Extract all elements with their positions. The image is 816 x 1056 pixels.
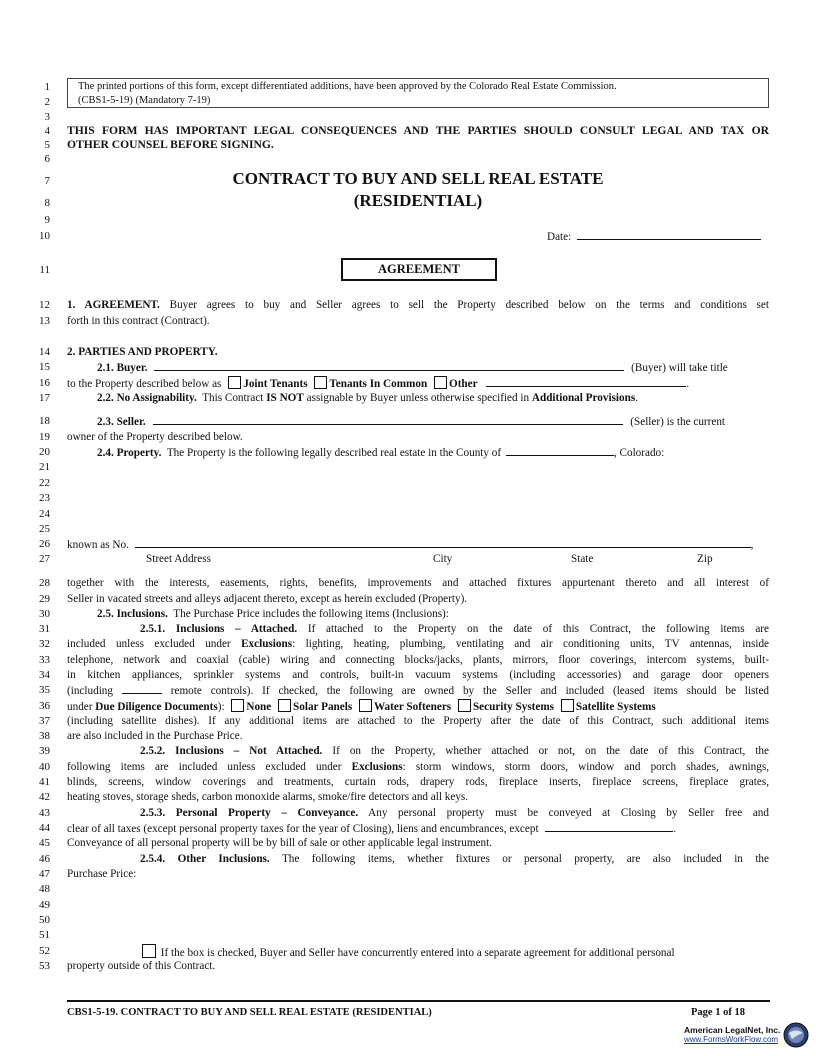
- line-number: 28: [39, 577, 50, 589]
- footer-form-title: CBS1-5-19. CONTRACT TO BUY AND SELL REAL ESTATE (RESIDENTIAL): [67, 1007, 432, 1018]
- s254-text1: The following items, whether fixtures or personal property, are also included in the: [281, 853, 769, 865]
- inclusions-row: [97, 607, 449, 621]
- footer-rule: [67, 1000, 770, 1002]
- solar-panels-checkbox[interactable]: [278, 699, 291, 712]
- approval-notice: The printed portions of this form, except differentiated additions, have been approved by the Colorado Real Estate Commission.: [78, 81, 617, 92]
- line-number: 29: [39, 593, 50, 605]
- seller-label: 2.3. Seller.: [97, 416, 146, 428]
- property-row: [97, 445, 664, 460]
- line-number: 5: [44, 139, 50, 151]
- line-number: 20: [39, 446, 50, 458]
- line-number: 16: [39, 377, 50, 389]
- s252-text2a: following items are included unless excluded under: [67, 761, 342, 773]
- s251-text6a: under: [67, 701, 93, 713]
- line-number: 21: [39, 461, 50, 473]
- address-blank[interactable]: [135, 537, 751, 548]
- line-number: 3: [44, 111, 50, 123]
- known-as-label: known as No.: [67, 539, 129, 551]
- line-number: 50: [39, 914, 50, 926]
- except-blank[interactable]: [545, 821, 673, 832]
- form-code: (CBS1-5-19) (Mandatory 7-19): [78, 95, 211, 106]
- s252-line3: blinds, screens, window coverings and treatments, curtain rods, drapery rods, fireplace inserts, fireplace screens, fireplace grates,: [67, 776, 769, 788]
- s1-heading: 1. AGREEMENT.: [67, 299, 160, 311]
- s2-heading: 2. PARTIES AND PROPERTY.: [67, 346, 218, 358]
- logo-url: www.FormsWorkFlow.com: [684, 1035, 779, 1044]
- line-number: 45: [39, 837, 50, 849]
- line-number: 12: [39, 299, 50, 311]
- line-number: 18: [39, 415, 50, 427]
- line-number: 26: [39, 538, 50, 550]
- concurrent-row: [138, 944, 675, 960]
- line-number: 7: [44, 175, 50, 187]
- s254-label: 2.5.4. Other Inclusions.: [140, 853, 270, 865]
- concurrent-agreement-checkbox[interactable]: [142, 944, 156, 958]
- page-title: CONTRACT TO BUY AND SELL REAL ESTATE: [232, 169, 604, 188]
- line-number: 40: [39, 761, 50, 773]
- other-checkbox[interactable]: [434, 376, 447, 389]
- line-number: 31: [39, 623, 50, 635]
- s252-exclusions: Exclusions: [351, 761, 403, 773]
- s252-line4: heating stoves, storage sheds, carbon monoxide alarms, smoke/fire detectors and all keys.: [67, 791, 469, 803]
- line-number: 13: [39, 315, 50, 327]
- line-number: 17: [39, 392, 50, 404]
- seller-name-blank[interactable]: [153, 414, 623, 425]
- s251-line2: [67, 637, 769, 651]
- property-label: 2.4. Property.: [97, 447, 162, 459]
- due-diligence-label: Due Diligence Documents: [95, 701, 218, 713]
- s254-line1: [140, 852, 769, 866]
- line-number: 25: [39, 523, 50, 535]
- s251-text2a: included unless excluded under: [67, 638, 231, 650]
- line-number: 49: [39, 899, 50, 911]
- joint-tenants-checkbox[interactable]: [228, 376, 241, 389]
- line-number: 33: [39, 654, 50, 666]
- s251-text1: If attached to the Property on the date of this Contract, the following items are: [307, 623, 769, 635]
- s251-text5b: remote controls). If checked, the following are owned by the Seller and included (leased items should be listed: [170, 685, 770, 697]
- satellite-systems-label: Satellite Systems: [575, 701, 656, 713]
- date-blank[interactable]: [577, 229, 761, 240]
- line-number: 47: [39, 868, 50, 880]
- s253-text1: Any personal property must be conveyed at Closing by Seller free and: [368, 807, 769, 819]
- line-number: 9: [44, 214, 50, 226]
- buyer-name-blank[interactable]: [154, 360, 624, 371]
- s251-line5: [67, 683, 769, 698]
- s253-text2: clear of all taxes (except personal property taxes for the year of Closing), liens and encumbrances, except: [67, 823, 539, 835]
- addr-city-label: City: [433, 553, 453, 565]
- s251-label: 2.5.1. Inclusions – Attached.: [140, 623, 298, 635]
- s251-line3: telephone, network and coaxial (cable) wiring and connecting blocks/jacks, plants, mirrors, floor coverings, intercom systems, built-: [67, 654, 769, 666]
- concurrent-text1: If the box is checked, Buyer and Seller have concurrently entered into a separate agreement for additional personal: [160, 947, 675, 959]
- line-number: 34: [39, 669, 50, 681]
- line-number: 46: [39, 853, 50, 865]
- seller-line2: owner of the Property described below.: [67, 431, 243, 443]
- s1-text: Buyer agrees to buy and Seller agrees to sell the Property described below on the terms and conditions set: [169, 299, 769, 311]
- buyer-row: [97, 360, 728, 375]
- remote-count-blank[interactable]: [122, 683, 162, 694]
- line-number: 8: [44, 197, 50, 209]
- county-blank[interactable]: [506, 445, 614, 456]
- legal-warning: THIS FORM HAS IMPORTANT LEGAL CONSEQUENCES AND THE PARTIES SHOULD CONSULT LEGAL AND TAX OR: [67, 124, 769, 137]
- line-number: 53: [39, 960, 50, 972]
- s251-line7: (including satellite dishes). If any additional items are attached to the Property after the date of this Contract, such additional items: [67, 715, 769, 727]
- water-softeners-label: Water Softeners: [373, 701, 452, 713]
- addr-zip-label: Zip: [697, 553, 713, 565]
- line-number: 32: [39, 638, 50, 650]
- joint-tenants-label: Joint Tenants: [243, 378, 308, 390]
- line-number: 30: [39, 608, 50, 620]
- title-row: to the Property described below as Joint Tenants Tenants In Common Other .: [67, 378, 690, 390]
- line-number: 10: [39, 230, 50, 242]
- line-number: 22: [39, 477, 50, 489]
- s251-line8: are also included in the Purchase Price.: [67, 730, 243, 742]
- line-number: 36: [39, 700, 50, 712]
- line-number: 27: [39, 553, 50, 565]
- american-legalnet-logo: [684, 1022, 810, 1050]
- s251-exclusions: Exclusions: [241, 638, 293, 650]
- other-label: Other: [449, 378, 478, 390]
- line-number: 42: [39, 791, 50, 803]
- logo-company: American LegalNet, Inc.: [684, 1025, 781, 1035]
- seller-tail: (Seller) is the current: [630, 416, 726, 428]
- addr-street-label: Street Address: [146, 553, 211, 565]
- s254-line2: Purchase Price:: [67, 868, 137, 880]
- s251-text5a: (including: [67, 685, 113, 697]
- tenants-in-common-label: Tenants In Common: [329, 378, 428, 390]
- s253-label: 2.5.3. Personal Property – Conveyance.: [140, 807, 359, 819]
- approval-notice-box: [67, 78, 769, 108]
- other-blank[interactable]: [486, 376, 686, 387]
- s252-line1: [140, 744, 769, 758]
- s253-line1: [140, 806, 769, 820]
- line-number: 38: [39, 730, 50, 742]
- s253-line3: Conveyance of all personal property will be by bill of sale or other applicable legal instrument.: [67, 837, 492, 849]
- known-as-row: known as No. ,: [67, 539, 754, 551]
- together-line2: Seller in vacated streets and alleys adjacent thereto, except as herein excluded (Property).: [67, 593, 468, 605]
- agreement-heading-box: AGREEMENT: [341, 258, 497, 281]
- inclusions-label: 2.5. Inclusions.: [97, 608, 168, 620]
- assign-label: 2.2. No Assignability.: [97, 392, 197, 404]
- tenants-in-common-checkbox[interactable]: [314, 376, 327, 389]
- s1-line2: forth in this contract (Contract).: [67, 315, 210, 327]
- line-number: 6: [44, 153, 50, 165]
- line-number: 43: [39, 807, 50, 819]
- line-number: 52: [39, 945, 50, 957]
- security-systems-checkbox[interactable]: [458, 699, 471, 712]
- assign-text-b: assignable by Buyer unless otherwise specified in: [306, 392, 530, 404]
- s251-text6b: ):: [217, 701, 225, 713]
- line-number: 51: [39, 929, 50, 941]
- seller-row: [97, 414, 725, 429]
- addr-state-label: State: [571, 553, 594, 565]
- line-number: 37: [39, 715, 50, 727]
- security-systems-label: Security Systems: [472, 701, 555, 713]
- line-number: 11: [39, 264, 50, 276]
- colorado: , Colorado:: [613, 447, 665, 459]
- line-number: 44: [39, 822, 50, 834]
- assign-is-not: IS NOT: [266, 392, 304, 404]
- date-label: Date:: [547, 231, 572, 243]
- s252-text1: If on the Property, whether attached or not, on the date of this Contract, the: [332, 745, 769, 757]
- inclusions-text: The Purchase Price includes the following items (Inclusions):: [173, 608, 449, 620]
- line-number: 15: [39, 361, 50, 373]
- s251-text2b: : lighting, heating, plumbing, ventilating and air conditioning units, TV antennas, inside: [292, 638, 770, 650]
- date-field[interactable]: [547, 229, 761, 244]
- page-subtitle: (RESIDENTIAL): [353, 191, 483, 210]
- buyer-label: 2.1. Buyer.: [97, 362, 148, 374]
- title-lead: to the Property described below as: [67, 378, 222, 390]
- together-line1: together with the interests, easements, rights, benefits, improvements and attached fixtures appurtenant thereto and all interest of: [67, 577, 769, 589]
- line-number: 39: [39, 745, 50, 757]
- property-text: The Property is the following legally described real estate in the County of: [166, 447, 502, 459]
- water-softeners-checkbox[interactable]: [359, 699, 372, 712]
- s252-line2: [67, 760, 769, 774]
- line-number: 35: [39, 684, 50, 696]
- assignability-row: 2.2. No Assignability. This Contract IS NOT assignable by Buyer unless otherwise specified in Additional Provisions.: [97, 392, 638, 404]
- concurrent-line2: property outside of this Contract.: [67, 960, 216, 972]
- satellite-systems-checkbox[interactable]: [561, 699, 574, 712]
- globe-icon: [783, 1022, 809, 1048]
- line-number: 41: [39, 776, 50, 788]
- line-number: 48: [39, 883, 50, 895]
- solar-panels-label: Solar Panels: [293, 701, 353, 713]
- none-label: None: [246, 701, 272, 713]
- s1-line1: [67, 298, 769, 312]
- assign-text-a: This Contract: [202, 392, 264, 404]
- s252-label: 2.5.2. Inclusions – Not Attached.: [140, 745, 323, 757]
- line-number: 23: [39, 492, 50, 504]
- buyer-tail: (Buyer) will take title: [631, 362, 728, 374]
- none-checkbox[interactable]: [231, 699, 244, 712]
- s251-line1: [140, 622, 769, 636]
- s251-line4: in kitchen appliances, sprinkler systems and controls, built-in vacuum systems (including accessories) and garage door openers: [67, 669, 769, 681]
- assign-additional: Additional Provisions: [531, 392, 636, 404]
- line-number: 4: [44, 125, 50, 137]
- s251-line6: [67, 699, 656, 714]
- footer-page-number: Page 1 of 18: [691, 1007, 745, 1018]
- line-number: 24: [39, 508, 50, 520]
- line-number: 19: [39, 431, 50, 443]
- legal-warning-line2: OTHER COUNSEL BEFORE SIGNING.: [67, 138, 274, 151]
- line-number: 14: [39, 346, 50, 358]
- s252-text2b: : storm windows, storm doors, window and porch shades, awnings,: [402, 761, 770, 773]
- line-number: 1: [44, 81, 50, 93]
- s253-line2: clear of all taxes (except personal property taxes for the year of Closing), liens and encumbrances, except .: [67, 823, 677, 835]
- line-number: 2: [44, 96, 50, 108]
